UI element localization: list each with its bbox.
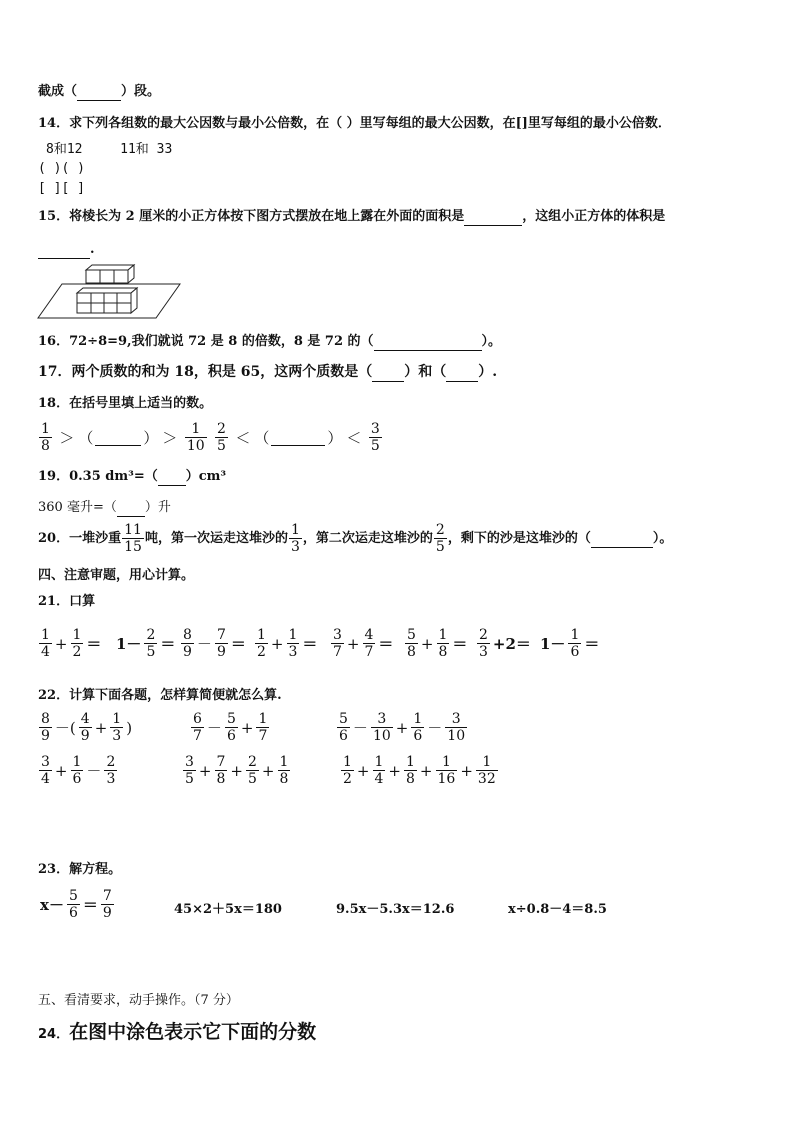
section-4-heading: 四、注意审题，用心计算。: [38, 568, 195, 583]
q14-lcm-row[interactable]: [ ][ ]: [38, 181, 85, 196]
fraction: $\frac{1}{10}$: [186, 421, 205, 455]
answer-blank[interactable]: [158, 469, 186, 486]
mental-math-4: $\frac{1}{2}$ + $\frac{1}{3}$ ＝: [257, 627, 318, 661]
mental-math-8: 1－ $\frac{1}{6}$ ＝: [540, 627, 600, 661]
answer-blank[interactable]: [591, 531, 653, 548]
question-19: 19．0.35 dm³=（ ）cm³: [38, 469, 227, 484]
question-15: 15．将棱长为 2 厘米的小正方体按下图方式摆放在地上露在外面的面积是 ，这组小正方体的体积是: [38, 209, 666, 224]
question-22: 22．计算下面各题，怎样算简便就怎么算.: [38, 688, 282, 703]
answer-blank[interactable]: [117, 500, 145, 517]
mental-math-6: $\frac{5}{8}$ + $\frac{1}{8}$ ＝: [407, 627, 468, 661]
fraction: $\frac{2}{5}$: [435, 522, 445, 556]
mental-math-1: $\frac{1}{4}$ + $\frac{1}{2}$ ＝: [41, 627, 102, 661]
question-18: 18．在括号里填上适当的数。: [38, 396, 213, 411]
answer-blank[interactable]: [77, 84, 121, 101]
q18-inequality-2: $\frac{2}{5}$ ＜ （ ） ＜ $\frac{3}{5}$: [217, 421, 380, 455]
answer-blank[interactable]: [374, 334, 482, 351]
question-20: 20．一堆沙重 $\frac{11}{15}$ 吨，第一次运走这堆沙的 $\frac{1}{3}$ ，第二次运走这堆沙的 $\frac{2}{5}$ ，剩下的沙是这堆沙的（ ）。: [38, 522, 673, 556]
equation-4: x÷0.8－4＝8.5: [508, 902, 607, 917]
calc-6: $\frac{1}{2}$ + $\frac{1}{4}$ + $\frac{1}{8}$ + $\frac{1}{16}$ + $\frac{1}{32}$: [343, 754, 496, 788]
equation-2: 45×2＋5x＝180: [174, 902, 282, 917]
calc-3: $\frac{5}{6}$ － $\frac{3}{10}$ + $\frac{1}{6}$ － $\frac{3}{10}$: [339, 711, 466, 745]
answer-blank[interactable]: [38, 242, 90, 259]
answer-blank[interactable]: [464, 209, 522, 226]
q18-inequality-1: $\frac{1}{8}$ ＞ （ ） ＞ $\frac{1}{10}$: [41, 421, 205, 455]
mental-math-2: 1－ $\frac{2}{5}$ ＝: [116, 627, 176, 661]
fraction: $\frac{1}{8}$: [41, 421, 50, 455]
q19-line2: 360 毫升=（ ）升: [38, 500, 171, 515]
q14-gcd-row[interactable]: ( )( ): [38, 161, 85, 176]
q13-tail: 截成（ ）段。: [38, 84, 161, 99]
question-21: 21．口算: [38, 594, 96, 609]
section-5-heading: 五、看清要求，动手操作。（7 分）: [38, 993, 239, 1008]
calc-1: $\frac{8}{9}$ －( $\frac{4}{9}$ + $\frac{1}{3}$ ): [41, 711, 133, 745]
calc-2: $\frac{6}{7}$ － $\frac{5}{6}$ + $\frac{1}{7}$: [193, 711, 268, 745]
fraction: $\frac{11}{15}$: [124, 522, 142, 556]
question-17: 17．两个质数的和为 18，积是 65，这两个质数是（ ）和（ ）.: [38, 364, 498, 380]
fraction: $\frac{2}{5}$: [217, 421, 226, 455]
question-24: 24．在图中涂色表示它下面的分数: [38, 1021, 317, 1043]
question-16: 16．72÷8=9,我们就说 72 是 8 的倍数，8 是 72 的（ ）。: [38, 334, 502, 349]
answer-blank[interactable]: [446, 364, 478, 382]
q14-pairs: 8和12 11和 33: [46, 142, 173, 157]
answer-blank[interactable]: [372, 364, 404, 382]
q15-line2: .: [38, 242, 95, 259]
question-23: 23．解方程。: [38, 862, 122, 877]
mental-math-5: $\frac{3}{7}$ + $\frac{4}{7}$ ＝: [333, 627, 394, 661]
answer-blank[interactable]: [271, 429, 325, 446]
mental-math-7: $\frac{2}{3}$ +2＝: [479, 627, 531, 661]
answer-blank[interactable]: [95, 429, 141, 446]
cube-arrangement-figure: [36, 262, 182, 320]
equation-1: x－ $\frac{5}{6}$ ＝ $\frac{7}{9}$: [40, 888, 112, 922]
question-14: 14．求下列各组数的最大公因数与最小公倍数，在（ ）里写每组的最大公因数，在[]里写每组的最小公倍数．: [38, 116, 671, 131]
fraction: $\frac{3}{5}$: [370, 421, 380, 455]
calc-4: $\frac{3}{4}$ + $\frac{1}{6}$ － $\frac{2}{3}$: [41, 754, 116, 788]
calc-5: $\frac{3}{5}$ + $\frac{7}{8}$ + $\frac{2}{5}$ + $\frac{1}{8}$: [185, 754, 289, 788]
fraction: $\frac{1}{3}$: [290, 522, 300, 556]
mental-math-3: $\frac{8}{9}$ － $\frac{7}{9}$ ＝: [183, 627, 246, 661]
equation-3: 9.5x－5.3x＝12.6: [336, 902, 455, 917]
